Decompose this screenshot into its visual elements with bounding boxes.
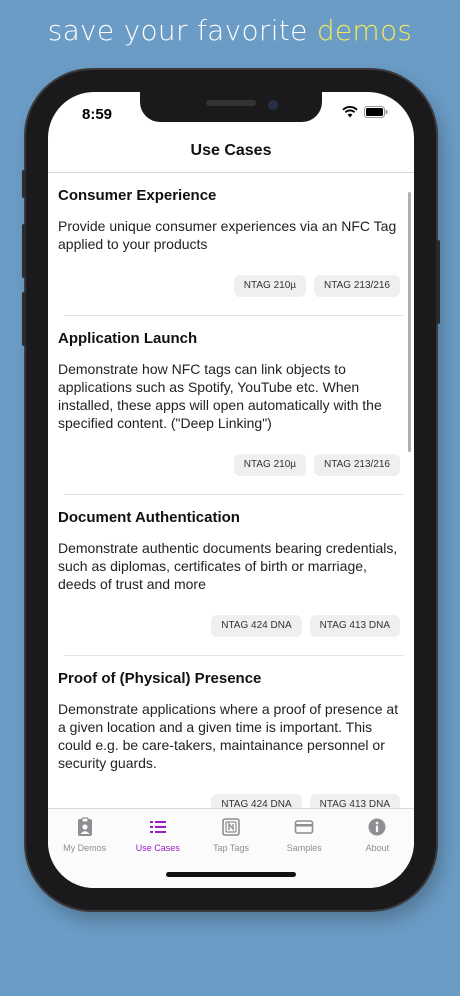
camera	[268, 100, 278, 110]
tab-label: Use Cases	[135, 843, 180, 853]
use-case-list[interactable]	[48, 173, 414, 808]
status-time: 8:59	[82, 106, 113, 123]
volume-down-button	[22, 292, 26, 346]
card-title: Proof of (Physical) Presence	[58, 670, 262, 687]
silent-switch	[22, 170, 26, 198]
scrollbar[interactable]	[408, 192, 411, 452]
speaker	[206, 100, 256, 106]
tag-chip[interactable]: NTAG 210µ	[234, 275, 306, 297]
phone-frame	[26, 70, 436, 910]
screen	[48, 92, 414, 888]
tab-label: Tap Tags	[213, 843, 249, 853]
tap-tag-icon	[221, 817, 241, 837]
card-title: Document Authentication	[58, 509, 240, 526]
tag-chip[interactable]: NTAG 424 DNA	[211, 615, 301, 637]
wifi-icon	[342, 106, 358, 118]
use-case-card-application-launch[interactable]	[48, 316, 414, 495]
home-indicator[interactable]	[166, 872, 296, 877]
tag-chip[interactable]: NTAG 210µ	[234, 454, 306, 476]
nav-title: Use Cases	[190, 142, 272, 159]
tab-about[interactable]	[341, 809, 414, 888]
card-description: Demonstrate authentic documents bearing credentials, such as diplomas, certificates of birth or marriage, deeds of trust and more	[58, 540, 398, 592]
tag-chip[interactable]: NTAG 213/216	[314, 275, 400, 297]
tab-label: About	[365, 843, 390, 853]
tag-chip[interactable]: NTAG 213/216	[314, 454, 400, 476]
card-description: Demonstrate applications where a proof of presence at a given location and a given time is important. This could e.g. be care-takers, maintainance personnel or security guards.	[58, 701, 399, 771]
tab-label: My Demos	[63, 843, 107, 853]
list-icon	[148, 817, 168, 837]
tab-my-demos[interactable]	[48, 809, 121, 888]
power-button	[436, 240, 440, 324]
battery-icon	[364, 106, 388, 118]
card-tags	[58, 794, 404, 808]
card-description: Demonstrate how NFC tags can link objects to applications such as Spotify, YouTube etc. When installed, these apps will open automatically with the specified content. ("Deep Linking")	[58, 361, 382, 431]
volume-up-button	[22, 224, 26, 278]
status-icons	[342, 106, 388, 118]
use-case-card-consumer-experience[interactable]	[48, 173, 414, 316]
card-icon	[294, 817, 314, 837]
badge-icon	[75, 817, 95, 837]
card-title: Consumer Experience	[58, 187, 217, 204]
headline-text: save your favorite	[47, 14, 317, 47]
use-case-card-document-authentication[interactable]	[48, 495, 414, 656]
headline-accent: demos	[316, 14, 413, 47]
card-tags	[58, 615, 404, 637]
tag-chip[interactable]: NTAG 424 DNA	[211, 794, 301, 808]
card-tags	[58, 454, 404, 476]
info-icon	[367, 817, 387, 837]
tab-label: Samples	[286, 843, 322, 853]
tag-chip[interactable]: NTAG 413 DNA	[310, 794, 400, 808]
card-tags	[58, 275, 404, 297]
use-case-card-proof-of-presence[interactable]	[48, 656, 414, 808]
notch	[140, 92, 322, 122]
headline	[0, 14, 460, 47]
tag-chip[interactable]: NTAG 413 DNA	[310, 615, 400, 637]
card-title: Application Launch	[58, 330, 198, 347]
card-description: Provide unique consumer experiences via an NFC Tag applied to your products	[58, 218, 397, 252]
